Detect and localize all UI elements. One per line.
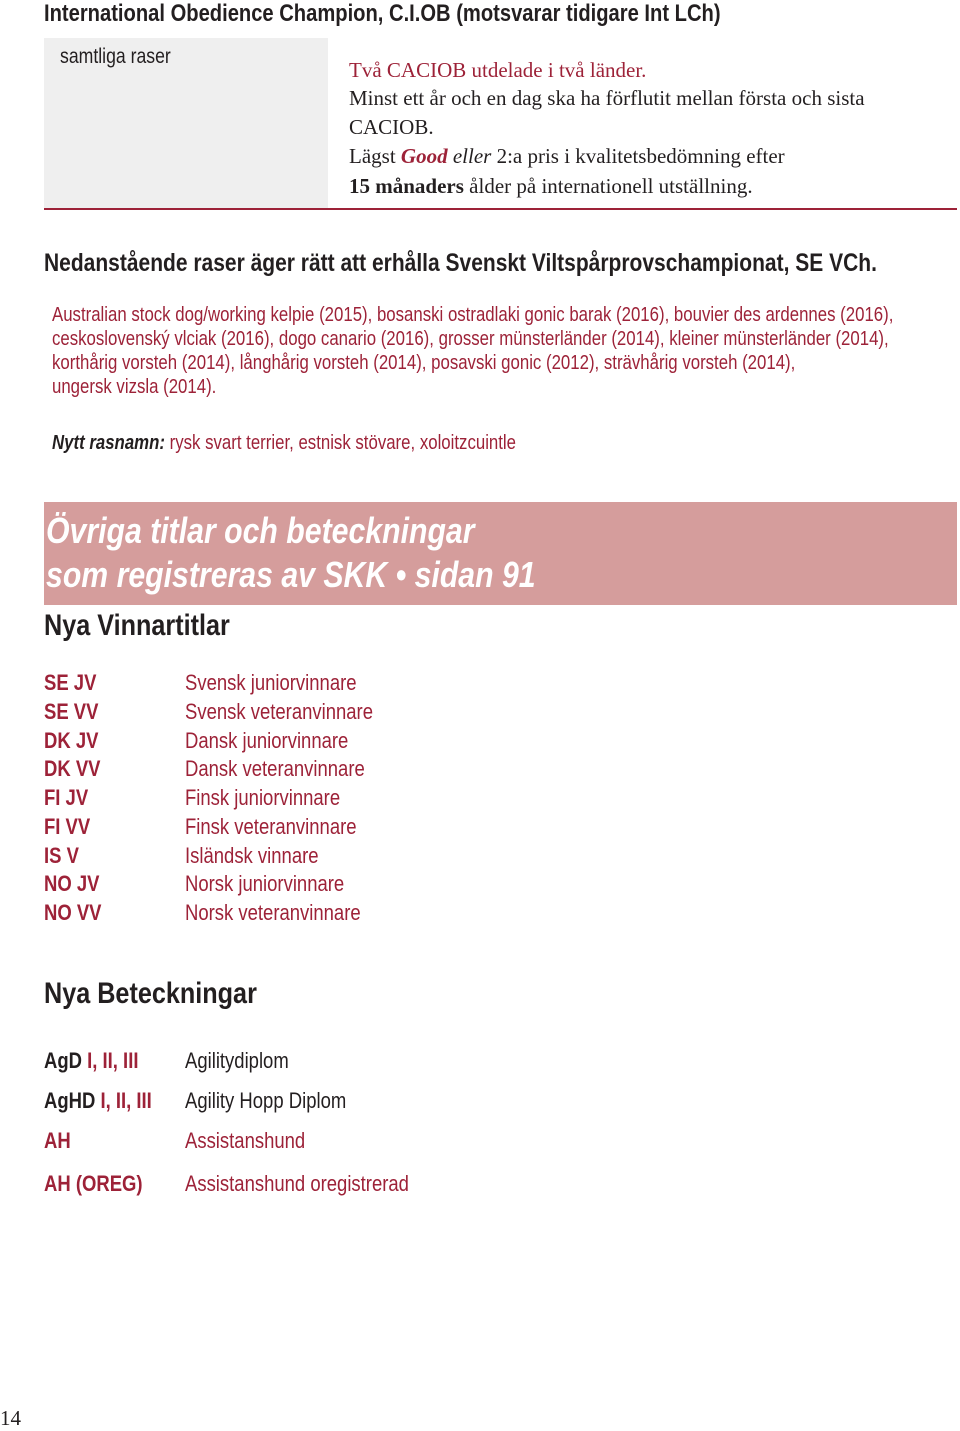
title-abbreviation: DK VV <box>44 756 101 781</box>
winner-titles-heading: Nya Vinnartitlar <box>44 609 230 642</box>
new-breed-name-label: Nytt rasnamn: <box>52 432 165 454</box>
rule-line-3: CACIOB. <box>349 115 434 139</box>
banner-line-1: Övriga titlar och beteckningar <box>46 510 475 551</box>
title-abbreviation: NO JV <box>44 871 100 896</box>
title-description: Dansk veteranvinnare <box>185 756 365 781</box>
rule-table-right-cell <box>328 38 957 208</box>
designation-description: Assistanshund <box>185 1128 306 1153</box>
title-abbreviation: FI VV <box>44 814 91 839</box>
section-heading <box>44 0 849 28</box>
title-description: Finsk juniorvinnare <box>185 785 341 810</box>
designation-abbreviation: AgD I, II, III <box>44 1048 139 1073</box>
title-description: Isländsk vinnare <box>185 843 319 868</box>
title-description: Finsk veteranvinnare <box>185 814 357 839</box>
section-heading-text: International Obedience Champion, C.I.OB (motsvarar tidigare Int LCh) <box>44 0 721 27</box>
title-description: Svensk juniorvinnare <box>185 670 357 695</box>
breed-list-line: ungersk vizsla (2014). <box>52 376 217 398</box>
title-description: Norsk juniorvinnare <box>185 871 345 896</box>
breed-list-line: korthårig vorsteh (2014), långhårig vorsteh (2014), posavski gonic (2012), strävhårig vorsteh (2014), <box>52 352 796 374</box>
rule-line-5-rest: ålder på internationell utställning. <box>463 174 753 198</box>
rule-line-1: Två CACIOB utdelade i två länder. <box>349 58 647 82</box>
designation-abbreviation: AH <box>44 1128 71 1153</box>
banner-line-2: som registreras av SKK • sidan 91 <box>46 554 536 595</box>
rule-line-4-part1: Lägst <box>349 144 401 168</box>
breeds-heading <box>44 249 960 278</box>
rule-line-5 <box>349 174 753 199</box>
title-abbreviation: IS V <box>44 843 79 868</box>
rule-age-emphasis: 15 månaders <box>349 174 464 198</box>
title-description: Dansk juniorvinnare <box>185 728 349 753</box>
breed-scope-label: samtliga raser <box>60 45 171 68</box>
title-description: Norsk veteranvinnare <box>185 900 361 925</box>
designation-description: Agility Hopp Diplom <box>185 1088 347 1113</box>
title-abbreviation: FI JV <box>44 785 89 810</box>
new-breed-name-note <box>52 432 604 455</box>
designation-description: Assistanshund oregistrerad <box>185 1171 409 1196</box>
page-number: 14 <box>0 1406 21 1430</box>
designation-description: Agilitydiplom <box>185 1048 289 1073</box>
rule-good-emphasis: Good <box>400 144 448 168</box>
title-abbreviation: SE JV <box>44 670 97 695</box>
rule-line-4 <box>349 144 785 169</box>
rule-line-4-part2: 2:a pris i kvalitetsbedömning efter <box>496 144 785 168</box>
new-breed-name-text: rysk svart terrier, estnisk stövare, xoloitzcuintle <box>164 432 517 454</box>
rule-table <box>44 38 957 210</box>
designations-heading: Nya Beteckningar <box>44 977 257 1010</box>
breed-list-line: Australian stock dog/working kelpie (2015), bosanski ostradlaki gonic barak (2016), bouvier des ardennes (2016), <box>52 304 894 326</box>
designation-abbreviation: AgHD I, II, III <box>44 1088 152 1113</box>
title-abbreviation: SE VV <box>44 699 99 724</box>
breeds-heading-text: Nedanstående raser äger rätt att erhålla Svenskt Viltspårprovschampionat, SE VCh. <box>44 249 877 277</box>
section-banner <box>44 502 957 605</box>
title-abbreviation: NO VV <box>44 900 102 925</box>
rule-table-left-cell <box>44 38 328 208</box>
rule-eller-word: eller <box>447 144 497 168</box>
title-abbreviation: DK JV <box>44 728 99 753</box>
title-description: Svensk veteranvinnare <box>185 699 373 724</box>
designation-abbreviation: AH (OREG) <box>44 1171 143 1196</box>
breed-list-line: ceskoslovenský vlciak (2016), dogo canario (2016), grosser münsterländer (2014), kleiner münsterländer (2014), <box>52 328 889 350</box>
rule-line-2: Minst ett år och en dag ska ha förflutit mellan första och sista <box>349 86 865 110</box>
